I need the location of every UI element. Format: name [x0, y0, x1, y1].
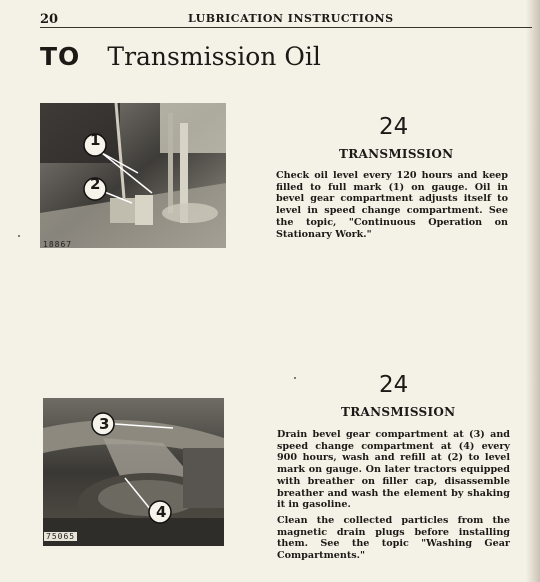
item-heading: TRANSMISSION [341, 405, 456, 419]
photo-reference-number: 75065 [46, 532, 76, 541]
section-name: Transmission Oil [107, 42, 321, 71]
header-rule [40, 27, 532, 28]
print-speck [18, 235, 20, 237]
section-code: TO [40, 42, 81, 71]
item-body [276, 170, 508, 240]
item-paragraph: Clean the collected particles from the magnetic drain plugs before installing them. See the topic "Washing Gear Compartments." [277, 514, 510, 562]
running-head: LUBRICATION INSTRUCTIONS [188, 12, 394, 25]
print-speck [294, 377, 296, 379]
photo-transmission-gauge [40, 103, 226, 248]
item-heading: TRANSMISSION [339, 147, 454, 161]
callout-1: 1 [90, 131, 101, 149]
page-edge-shadow [526, 0, 540, 582]
item-number: 24 [379, 114, 409, 140]
item-number: 24 [379, 372, 409, 398]
callout-3: 3 [99, 415, 110, 433]
page-number: 20 [40, 12, 59, 27]
item-body [277, 429, 510, 566]
section-title [40, 42, 321, 71]
item-paragraph: Drain bevel gear compartment at (3) and speed change compartment at (4) every 900 hours, wash and refill at (2) to level mark on gauge. On later tractors equipped with breather on filler cap, disassemble breather and wash the element by shaking it in gasoline. [277, 429, 510, 511]
callout-2: 2 [90, 175, 101, 193]
callout-4: 4 [156, 503, 167, 521]
photo-reference-number: 18867 [43, 240, 73, 249]
photo-drain-plugs [43, 398, 224, 546]
item-paragraph: Check oil level every 120 hours and keep filled to full mark (1) on gauge. Oil in bevel gear compartment adjusts itself to level in speed change compartment. See the topic, "Continuous Operation on Stationary Work." [276, 170, 508, 240]
